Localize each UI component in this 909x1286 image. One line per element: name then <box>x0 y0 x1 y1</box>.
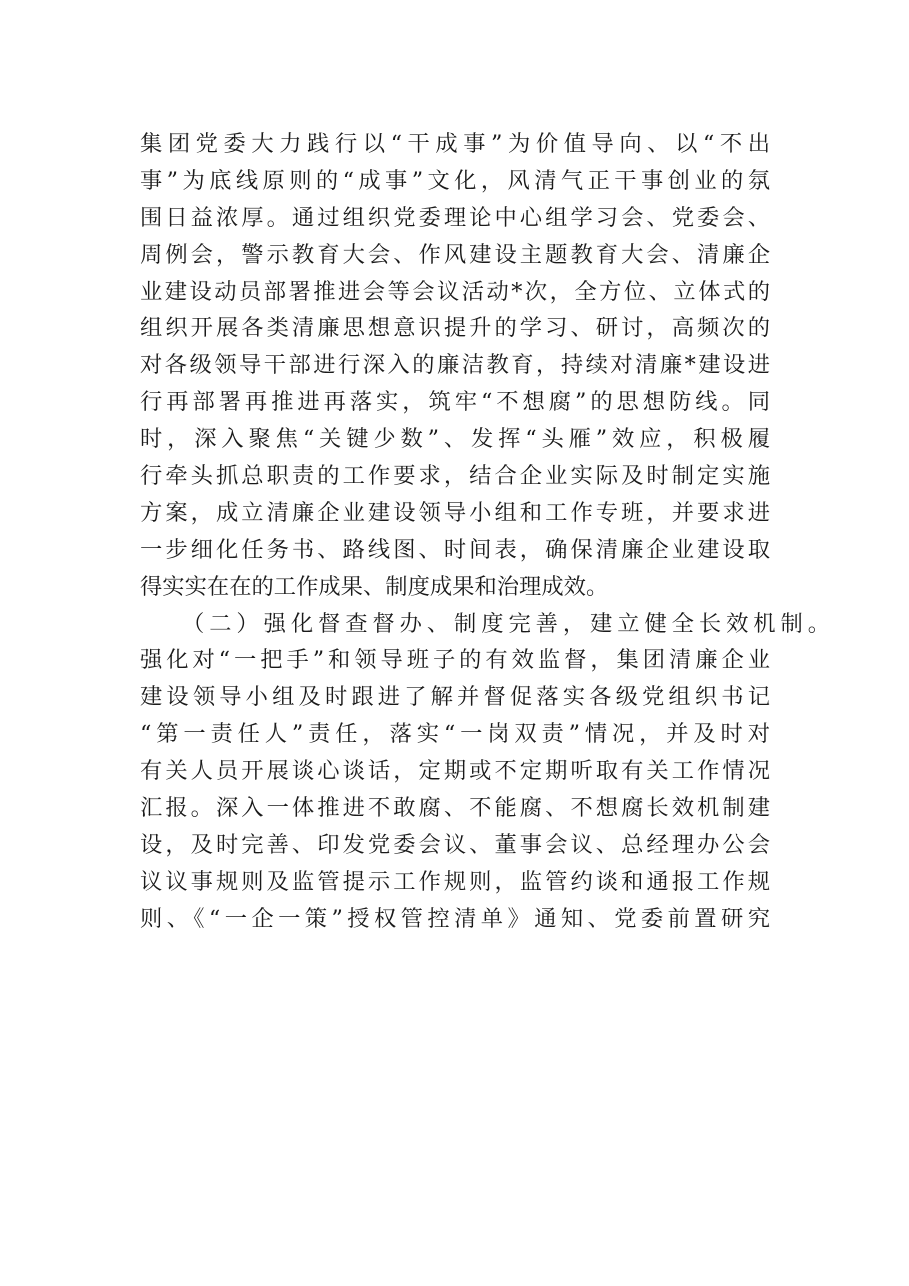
text-line: 业建设动员部署推进会等会议活动*次，全方位、立体式的 <box>140 278 770 305</box>
document-body <box>140 126 830 938</box>
text-line: 得实实在在的工作成果、制度成果和治理成效。 <box>140 573 609 600</box>
text-line: “第一责任人”责任，落实“一岗双责”情况，并及时对 <box>140 721 770 748</box>
text-line: 集团党委大力践行以“干成事”为价值导向、以“不出 <box>140 131 770 157</box>
text-line: 时，深入聚焦“关键少数”、发挥“头雁”效应，积极履 <box>140 426 770 453</box>
text-line: 建设领导小组及时跟进了解并督促落实各级党组织书记 <box>140 684 770 711</box>
text-line: 强化对“一把手”和领导班子的有效监督，集团清廉企业 <box>140 647 770 674</box>
text-line: 对各级领导干部进行深入的廉洁教育，持续对清廉*建设进 <box>140 352 770 379</box>
text-line: 议议事规则及监管提示工作规则，监管约谈和通报工作规 <box>140 868 770 895</box>
text-line: 方案，成立清廉企业建设领导小组和工作专班，并要求进 <box>140 499 770 526</box>
text-line: 围日益浓厚。通过组织党委理论中心组学习会、党委会、 <box>140 204 770 231</box>
text-line: 组织开展各类清廉思想意识提升的学习、研讨，高频次的 <box>140 315 770 342</box>
text-line: 则、《“一企一策”授权管控清单》通知、党委前置研究 <box>140 905 770 932</box>
text-line: 一步细化任务书、路线图、时间表，确保清廉企业建设取 <box>140 536 770 563</box>
text-line: 有关人员开展谈心谈话，定期或不定期听取有关工作情况 <box>140 758 770 785</box>
text-line: 行再部署再推进再落实，筑牢“不想腐”的思想防线。同 <box>140 389 770 416</box>
section-heading-line: （二）强化督查督办、制度完善，建立健全长效机制。 <box>182 610 830 637</box>
text-line: 行牵头抓总职责的工作要求，结合企业实际及时制定实施 <box>140 463 770 490</box>
text-line: 汇报。深入一体推进不敢腐、不能腐、不想腐长效机制建 <box>140 795 770 822</box>
text-line: 事”为底线原则的“成事”文化，风清气正干事创业的氛 <box>140 167 770 194</box>
text-line: 周例会，警示教育大会、作风建设主题教育大会、清廉企 <box>140 241 770 268</box>
text-line: 设，及时完善、印发党委会议、董事会议、总经理办公会 <box>140 831 770 858</box>
